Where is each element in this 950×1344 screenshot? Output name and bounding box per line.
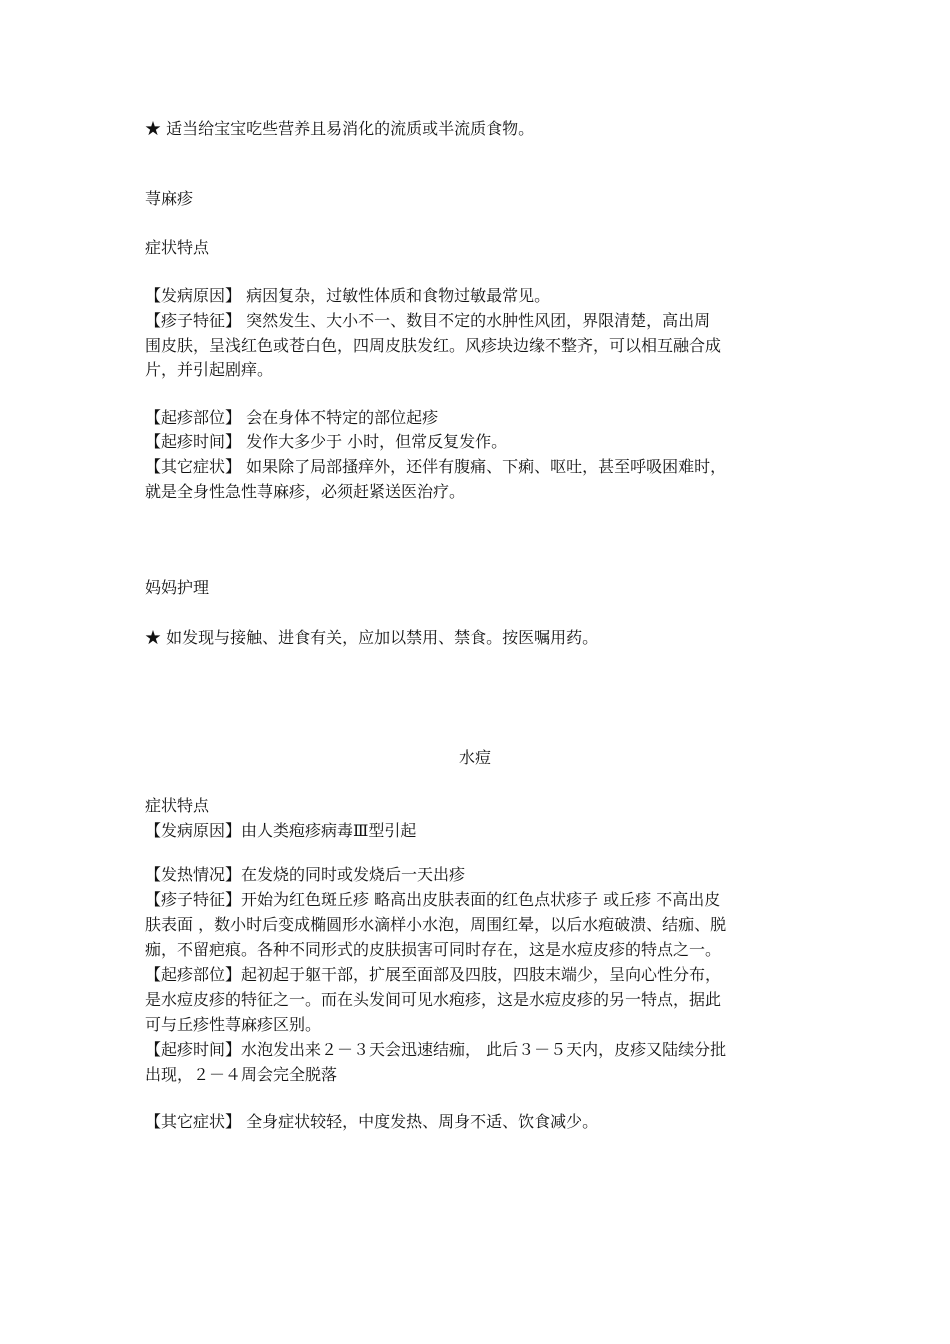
chickenpox-rash-location-3: 可与丘疹性荨麻疹区别。 [145, 1015, 322, 1034]
urticaria-rash-features-2: 围皮肤，呈浅红色或苍白色，四周皮肤发红。风疹块边缘不整齐，可以相互融合成 [145, 336, 722, 355]
urticaria-rash-features-1: 【疹子特征】 突然发生、大小不一、数目不定的水肿性风团，界限清楚，高出周 [145, 311, 711, 330]
chickenpox-rash-timing-1: 【起疹时间】水泡发出来２－３天会迅速结痂， 此后３－５天内，皮疹又陆续分批 [145, 1040, 727, 1059]
urticaria-cause: 【发病原因】 病因复杂，过敏性体质和食物过敏最常见。 [145, 286, 551, 305]
subheading-symptoms-chickenpox: 症状特点 [145, 796, 210, 815]
chickenpox-fever: 【发热情况】在发烧的同时或发烧后一天出疹 [145, 865, 466, 884]
section-heading-chickenpox: 水痘 [458, 748, 491, 767]
chickenpox-rash-location-1: 【起疹部位】起初起于躯干部，扩展至面部及四肢，四肢末端少，呈向心性分布， [145, 965, 722, 984]
chickenpox-other-symptoms: 【其它症状】 全身症状较轻，中度发热、周身不适、饮食减少。 [145, 1112, 599, 1131]
star-tip-nutrition: ★ 适当给宝宝吃些营养且易消化的流质或半流质食物。 [145, 119, 535, 138]
urticaria-other-symptoms-1: 【其它症状】 如果除了局部搔痒外，还伴有腹痛、下痢、呕吐，甚至呼吸困难时， [145, 457, 727, 476]
chickenpox-rash-features-2: 肤表面 ，数小时后变成椭圆形水滴样小水泡，周围红晕，以后水疱破溃、结痂、脱 [145, 915, 727, 934]
urticaria-other-symptoms-2: 就是全身性急性荨麻疹，必须赶紧送医治疗。 [145, 482, 466, 501]
urticaria-rash-features-3: 片，并引起剧痒。 [145, 360, 274, 379]
subheading-mom-care: 妈妈护理 [145, 578, 210, 597]
star-tip-avoidance: ★ 如发现与接触、进食有关，应加以禁用、禁食。按医嘱用药。 [145, 628, 599, 647]
urticaria-rash-location: 【起疹部位】 会在身体不特定的部位起疹 [145, 408, 439, 427]
subheading-symptoms: 症状特点 [145, 238, 210, 257]
urticaria-rash-duration: 【起疹时间】 发作大多少于 小时，但常反复发作。 [145, 432, 508, 451]
chickenpox-rash-location-2: 是水痘皮疹的特征之一。而在头发间可见水疱疹，这是水痘皮疹的另一特点，据此 [145, 990, 722, 1009]
chickenpox-cause: 【发病原因】由人类疱疹病毒Ⅲ型引起 [145, 821, 417, 840]
section-heading-urticaria: 荨麻疹 [145, 189, 194, 208]
chickenpox-rash-timing-2: 出现，２－４周会完全脱落 [145, 1065, 338, 1084]
chickenpox-rash-features-1: 【疹子特征】开始为红色斑丘疹 略高出皮肤表面的红色点状疹子 或丘疹 不高出皮 [145, 890, 721, 909]
chickenpox-rash-features-3: 痂，不留疤痕。各种不同形式的皮肤损害可同时存在，这是水痘皮疹的特点之一。 [145, 940, 722, 959]
